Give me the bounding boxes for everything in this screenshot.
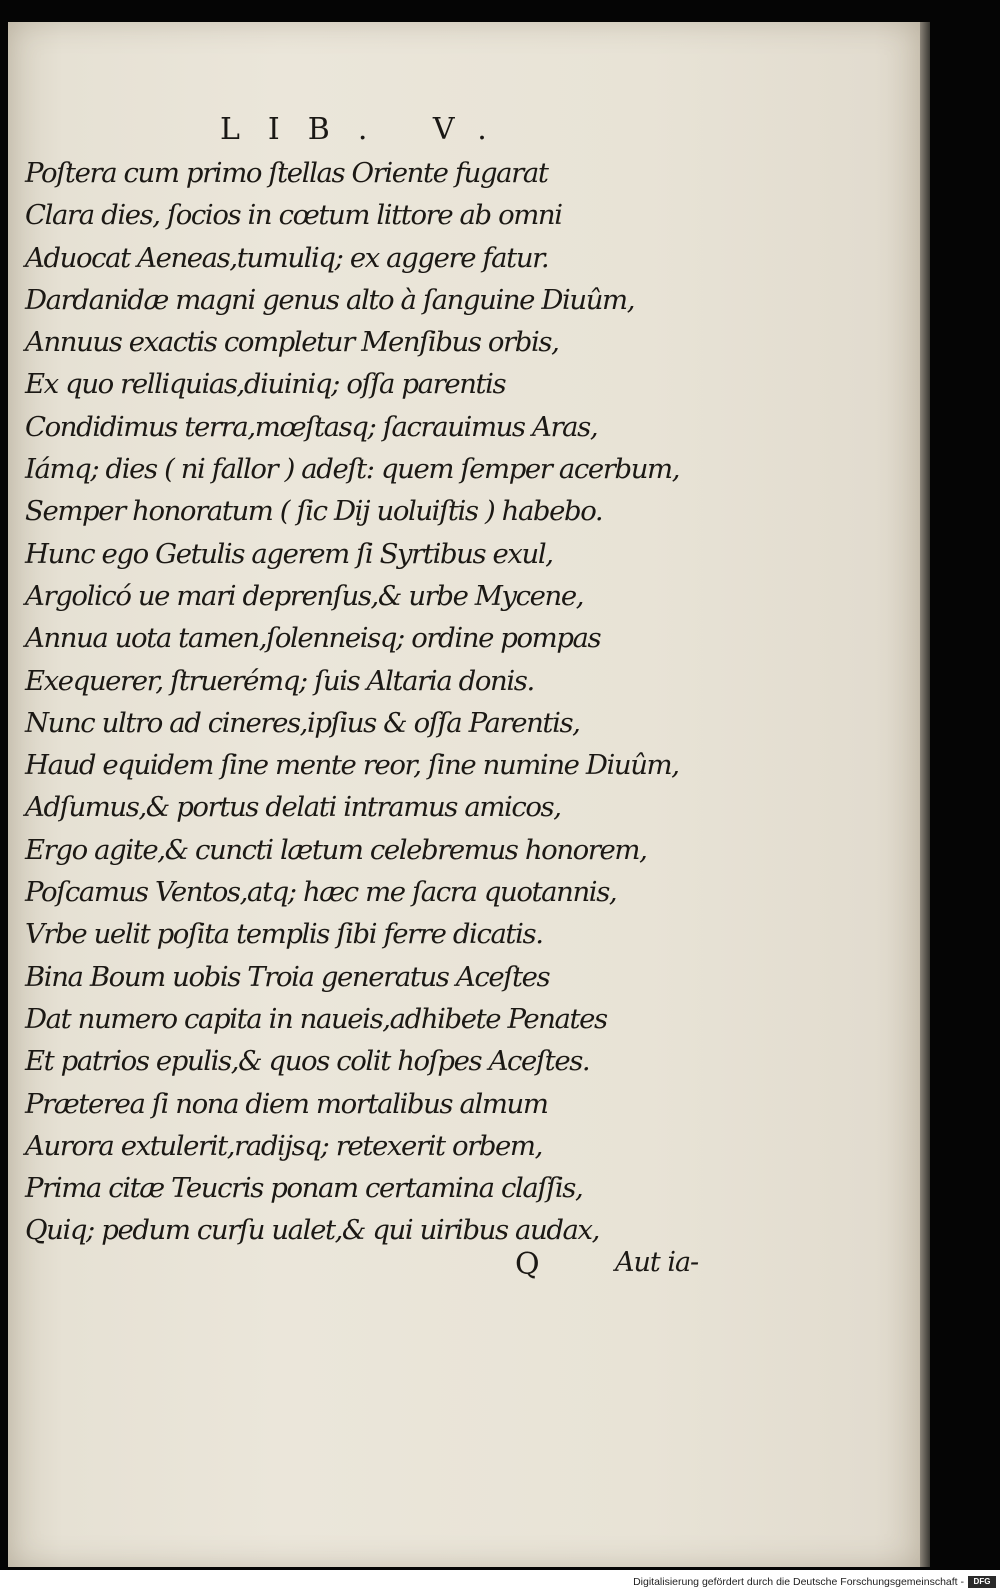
verse-line: Exequerer, ſtruerémq; ſuis Altaria donis. (25, 664, 534, 697)
verse-line: Quiq; pedum curſu ualet,& qui uiribus audax, (25, 1214, 599, 1247)
catchword: Aut ia- (615, 1247, 699, 1278)
verse-line: Poſtera cum primo ſtellas Oriente fugarat (25, 157, 548, 189)
verse-line: Poſcamus Ventos,atq; hæc me ſacra quotannis, (25, 876, 617, 909)
verse-line: Dat numero capita in naueis,adhibete Penates (25, 1002, 607, 1035)
verse-line: Argolicó ue mari deprenſus,& urbe Mycene, (25, 579, 584, 612)
verse-line: Annua uota tamen,ſolenneisq; ordine pompas (25, 622, 601, 655)
verse-line: Semper honoratum ( ſic Dij uoluiſtis ) habebo. (25, 495, 603, 528)
verse-line: Hunc ego Getulis agerem ſi Syrtibus exul, (25, 537, 553, 570)
verse-list (25, 152, 685, 1252)
verse-line: Condidimus terra,mœſtasq; ſacrauimus Aras, (25, 410, 598, 443)
verse-line: Nunc ultro ad cineres,ipſius & oſſa Parentis, (25, 706, 580, 739)
verse-line: Bina Boum uobis Troia generatus Aceſtes (25, 960, 550, 993)
verse-line: Vrbe uelit poſita templis ſibi ferre dicatis. (25, 918, 543, 951)
verse-line: Præterea ſi nona diem mortalibus almum (25, 1087, 548, 1120)
verse-line: Ex quo relliquias,diuiniq; oſſa parentis (25, 368, 506, 401)
verse-line: Clara dies, ſocios in cœtum littore ab omni (25, 199, 562, 232)
verse-line: Haud equidem ſine mente reor, ſine numine Diuûm, (25, 749, 679, 782)
page-edge (920, 22, 930, 1567)
verse-line: Annuus exactis completur Menſibus orbis, (25, 326, 559, 359)
verse-line: Ergo agite,& cuncti lætum celebremus honorem, (25, 833, 647, 866)
verse-line: Aurora extulerit,radijsq; retexerit orbem, (25, 1129, 542, 1162)
verse-line: Prima citæ Teucris ponam certamina claſſis, (25, 1172, 583, 1205)
verse-line: Iámq; dies ( ni fallor ) adeſt: quem ſemper acerbum, (25, 453, 680, 486)
funding-credit: Digitalisierung gefördert durch die Deutsche Forschungsgemeinschaft - (633, 1576, 964, 1588)
verse-line: Et patrios epulis,& quos colit hoſpes Aceſtes. (25, 1045, 590, 1078)
verse-line: Adſumus,& portus delati intramus amicos, (25, 791, 561, 824)
dfg-logo-icon: DFG (968, 1576, 996, 1588)
running-head: LIB. V. (220, 112, 515, 147)
verse-line: Aduocat Aeneas,tumuliq; ex aggere fatur. (25, 241, 549, 274)
signature-mark: Q (515, 1247, 540, 1282)
verse-line: Dardanidæ magni genus alto à ſanguine Diuûm, (25, 283, 635, 316)
